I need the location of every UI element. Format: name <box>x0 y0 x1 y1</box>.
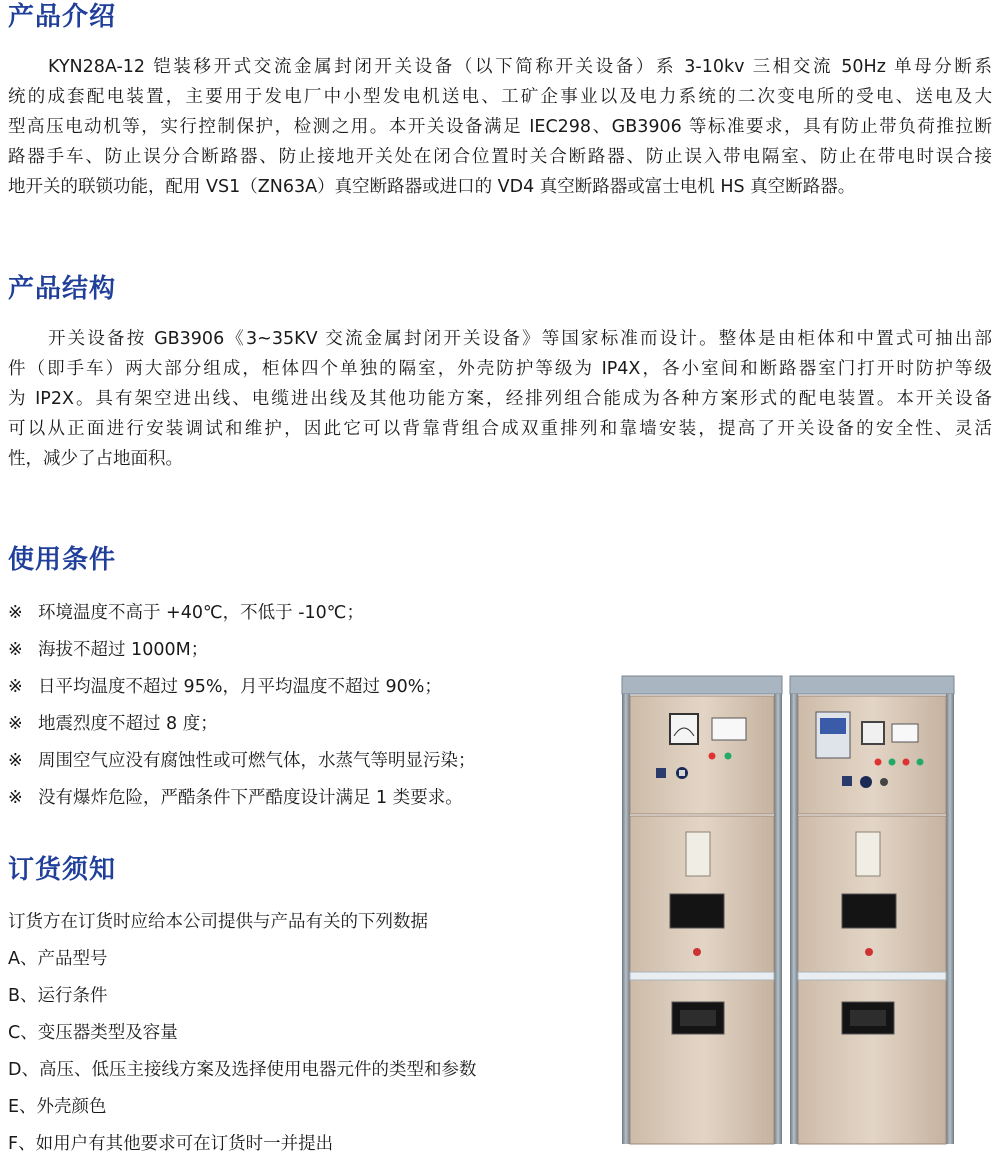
list-item: B、运行条件 <box>8 986 108 1006</box>
list-item: C、变压器类型及容量 <box>8 1023 178 1043</box>
list-item-text: 环境温度不高于 +40℃，不低于 -10℃； <box>38 603 364 623</box>
bullet-mark: ※ <box>8 714 23 734</box>
text-line: KYN28A-12 铠装移开式交流金属封闭开关设备（以下简称开关设备）系 3-10kv 三相交流 50Hz 单母分断系 <box>48 57 992 77</box>
bullet-mark: ※ <box>8 788 23 808</box>
text-line: 地开关的联锁功能，配用 VS1（ZN63A）真空断路器或进口的 VD4 真空断路器或富士电机 HS 真空断路器。 <box>8 177 856 197</box>
list-item: F、如用户有其他要求可在订货时一并提出 <box>8 1134 334 1154</box>
list-item <box>8 595 476 632</box>
conditions-list <box>8 595 476 817</box>
bullet-mark: ※ <box>8 640 23 660</box>
cabinet-right <box>790 676 954 1144</box>
text-line: 可以从正面进行安装调试和维护，因此它可以背靠背组合成双重排列和靠墙安装，提高了开关设备的安全性、灵活 <box>8 419 992 439</box>
switchgear-cabinets-image <box>620 672 960 1147</box>
list-item: D、高压、低压主接线方案及选择使用电器元件的类型和参数 <box>8 1060 477 1080</box>
text-line: 为 IP2X。具有架空进出线、电缆进出线及其他功能方案，经排列组合能成为各种方案形式的配电装置。本开关设备 <box>8 389 992 409</box>
list-item-text: 地震烈度不超过 8 度； <box>38 714 218 734</box>
section-title-structure: 产品结构 <box>8 274 117 304</box>
ordering-intro: 订货方在订货时应给本公司提供与产品有关的下列数据 <box>8 912 428 932</box>
list-item <box>8 706 476 743</box>
section-title-ordering: 订货须知 <box>8 855 117 885</box>
list-item: A、产品型号 <box>8 949 108 969</box>
cabinet-left <box>622 676 782 1144</box>
list-item <box>8 780 476 817</box>
text-line: 统的成套配电装置，主要用于发电厂中小型发电机送电、工矿企事业以及电力系统的二次变电所的受电、送电及大 <box>8 87 992 107</box>
list-item-text: 没有爆炸危险，严酷条件下严酷度设计满足 1 类要求。 <box>38 788 463 808</box>
list-item-text: 周围空气应没有腐蚀性或可燃气体，水蒸气等明显污染； <box>38 751 476 771</box>
ordering-list <box>8 904 476 1163</box>
list-item <box>8 632 476 669</box>
structure-paragraph <box>8 324 992 474</box>
list-item-text: 海拔不超过 1000M； <box>38 640 209 660</box>
list-item <box>8 669 476 706</box>
section-title-conditions: 使用条件 <box>8 545 117 575</box>
section-title-intro: 产品介绍 <box>8 2 117 32</box>
text-line: 开关设备按 GB3906《3~35KV 交流金属封闭开关设备》等国家标准而设计。整体是由柜体和中置式可抽出部 <box>48 329 992 349</box>
intro-paragraph <box>8 52 992 202</box>
list-item: E、外壳颜色 <box>8 1097 107 1117</box>
text-line: 路器手车、防止误分合断路器、防止接地开关处在闭合位置时关合断路器、防止误入带电隔室、防止在带电时误合接 <box>8 147 992 167</box>
bullet-mark: ※ <box>8 751 23 771</box>
bullet-mark: ※ <box>8 677 23 697</box>
list-item <box>8 743 476 780</box>
bullet-mark: ※ <box>8 603 23 623</box>
text-line: 型高压电动机等，实行控制保护，检测之用。本开关设备满足 IEC298、GB3906 等标准要求，具有防止带负荷推拉断 <box>8 117 992 137</box>
text-line: 性，减少了占地面积。 <box>8 449 183 469</box>
text-line: 件（即手车）两大部分组成，柜体四个单独的隔室，外壳防护等级为 IP4X，各小室间和断路器室门打开时防护等级 <box>8 359 992 379</box>
list-item-text: 日平均温度不超过 95%，月平均温度不超过 90%； <box>38 677 442 697</box>
